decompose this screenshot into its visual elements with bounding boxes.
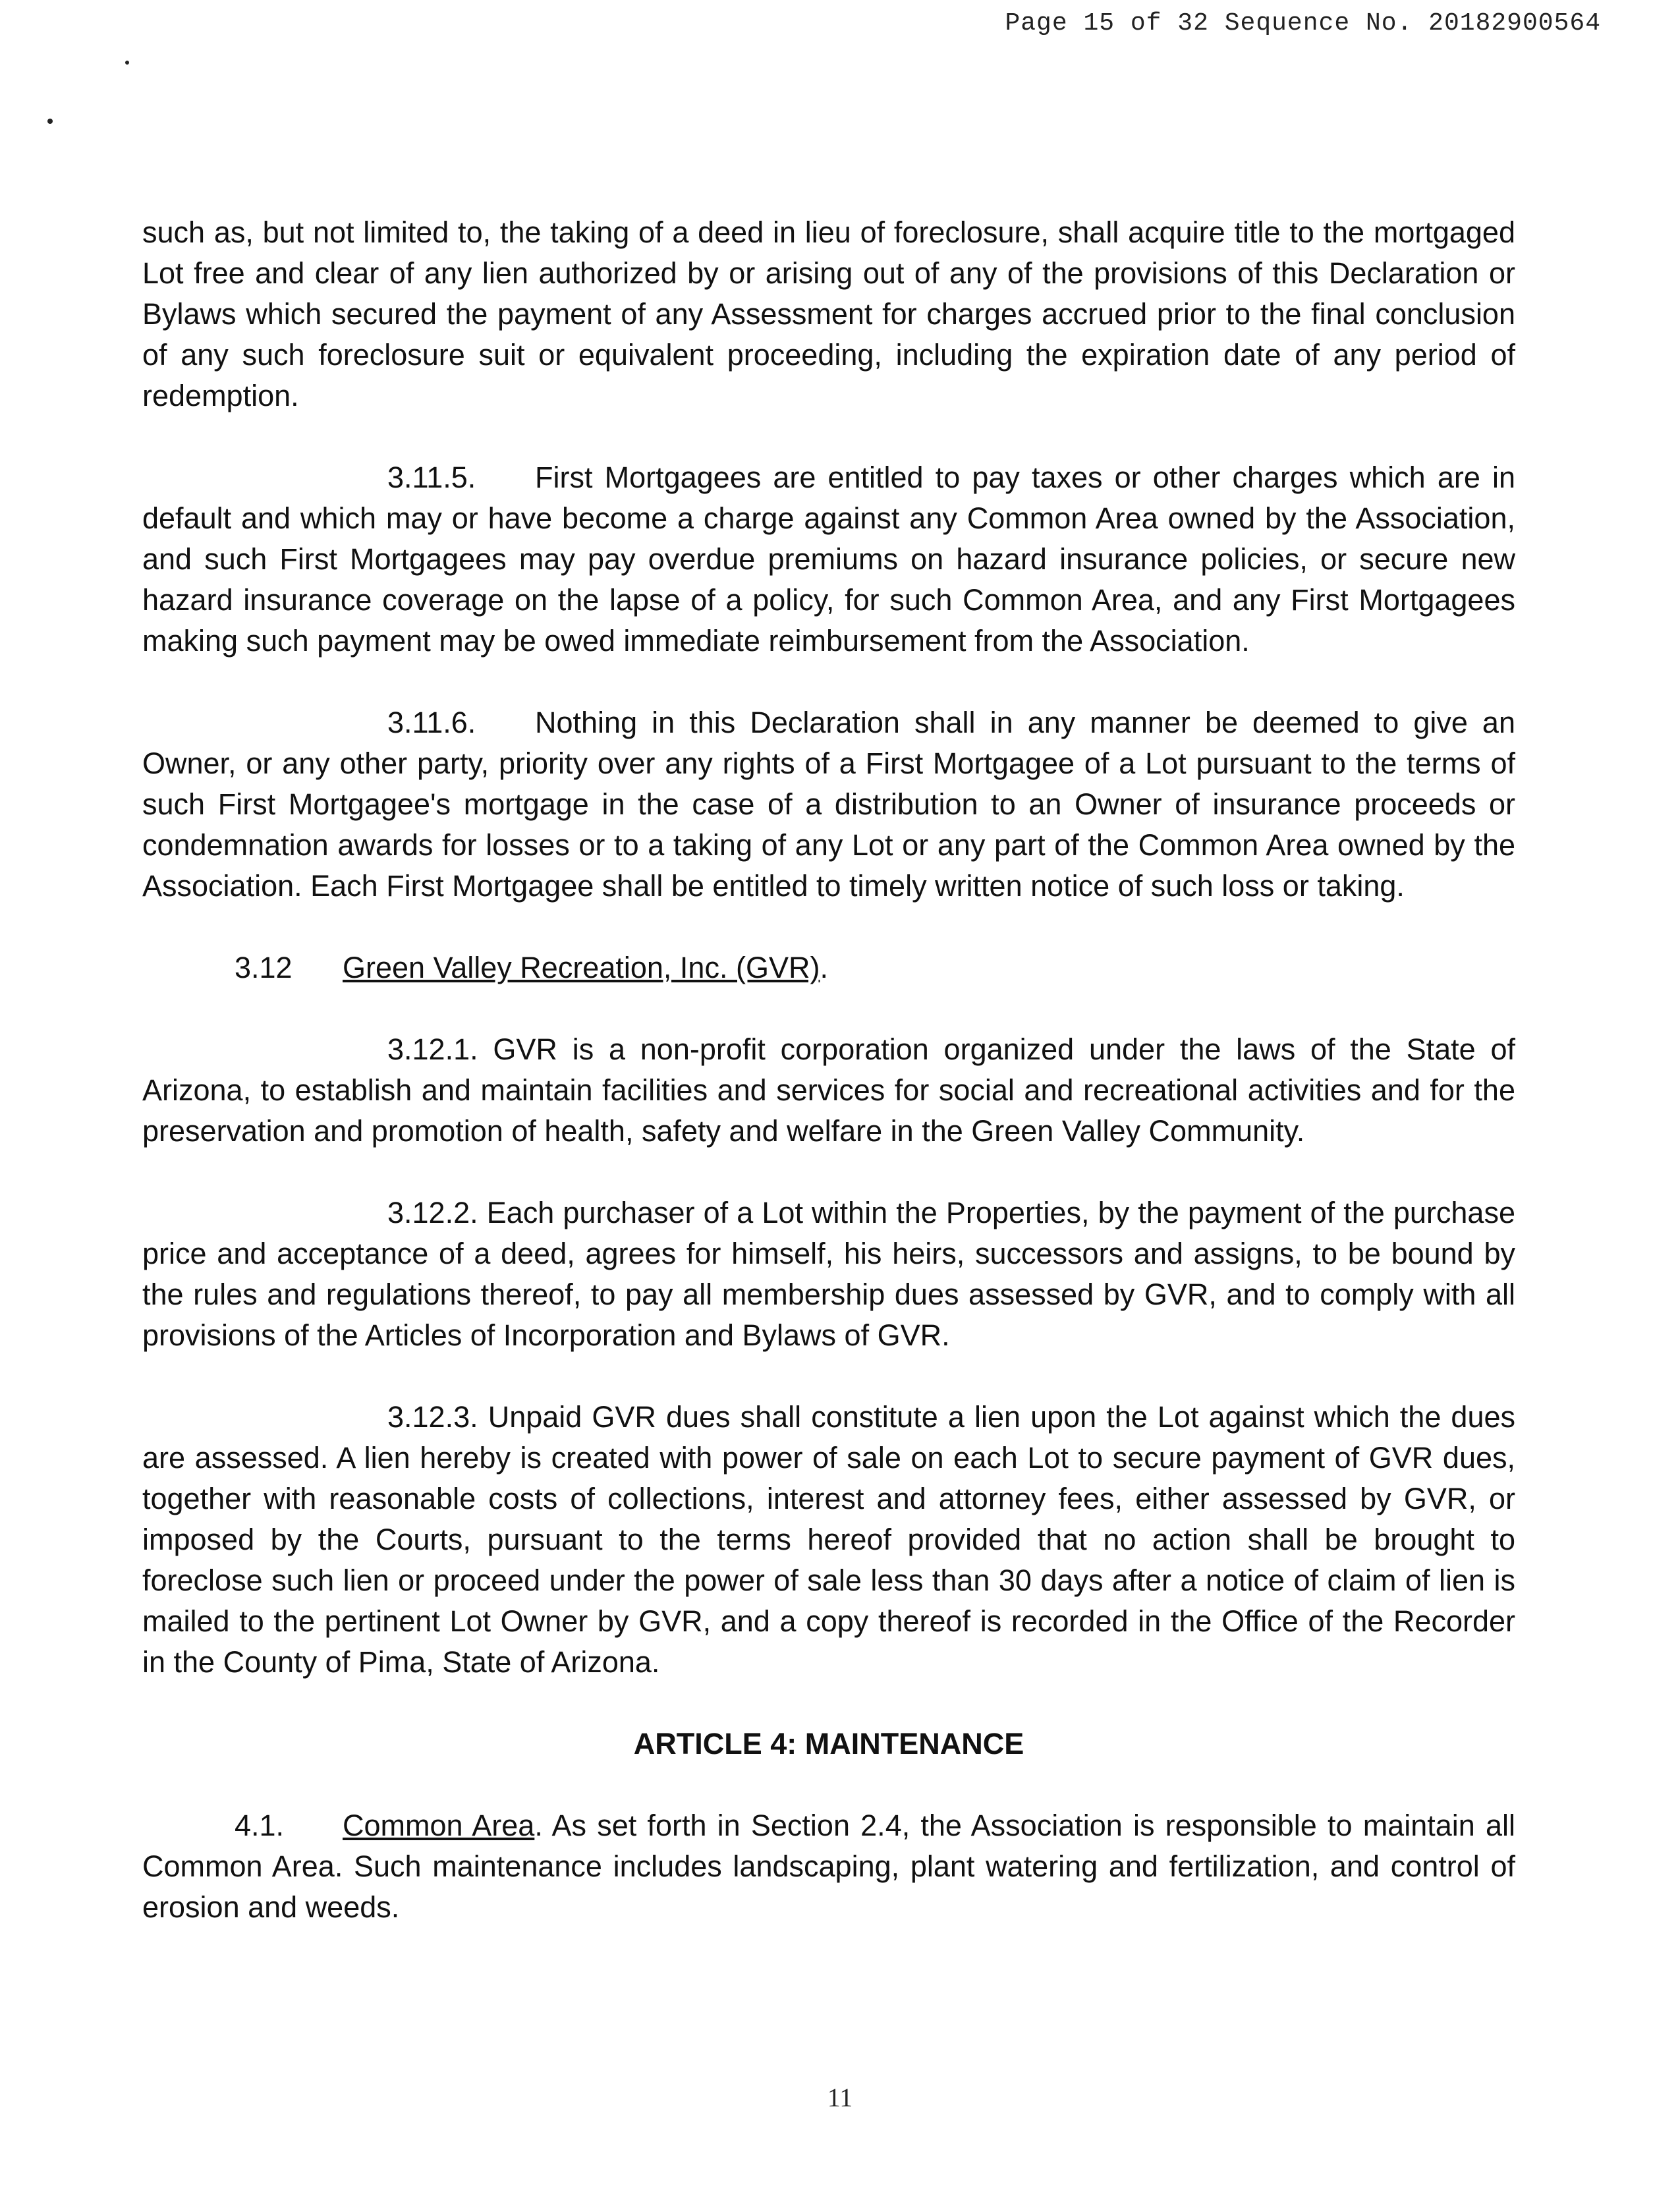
section-number: 3.11.5. <box>387 461 476 494</box>
document-body <box>142 212 1515 1969</box>
scan-speck <box>125 61 129 65</box>
section-text: Nothing in this Declaration shall in any manner be deemed to give an Owner, or any other party, priority over any rights of a First Mortgagee of a Lot pursuant to the terms of such First Mortgagee's mortgage in the case of a distribution to an Owner of insurance proceeds or condemnation awards for losses or to a taking of any Lot or any part of the Common Area owned by the Association. Each First Mortgagee shall be entitled to timely written notice of such loss or taking. <box>142 706 1515 903</box>
paragraph-continuation <box>142 212 1515 416</box>
section-text: GVR is a non-profit corporation organized under the laws of the State of Arizona, to establish and maintain facilities and services for social and recreational activities and for the preservation and promotion of health, safety and welfare in the Green Valley Community. <box>142 1032 1515 1148</box>
section-text: First Mortgagees are entitled to pay taxes or other charges which are in default and which may or have become a charge against any Common Area owned by the Association, and such First Mortgagees may pay overdue premiums on hazard insurance policies, or secure new hazard insurance coverage on the lapse of a policy, for such Common Area, and any First Mortgagees making such payment may be owed immediate reimbursement from the Association. <box>142 461 1515 658</box>
section-number: 3.12.2. <box>387 1196 478 1229</box>
section-number: 3.12.3. <box>387 1400 478 1434</box>
section-text: Unpaid GVR dues shall constitute a lien upon the Lot against which the dues are assessed. A lien hereby is created with power of sale on each Lot to secure payment of GVR dues, together with reasonable costs of collections, interest and attorney fees, either assessed by GVR, or imposed by the Courts, pursuant to the terms hereof provided that no action shall be brought to foreclose such lien or proceed under the power of sale less than 30 days after a notice of claim of lien is mailed to the pertinent Lot Owner by GVR, and a copy thereof is recorded in the Office of the Recorder in the County of Pima, State of Arizona. <box>142 1400 1515 1679</box>
section-title-end: . <box>820 951 828 984</box>
section-number: 3.12.1. <box>387 1032 478 1066</box>
section-3-12-2 <box>142 1193 1515 1356</box>
page-sequence-header: Page 15 of 32 Sequence No. 20182900564 <box>1005 9 1601 38</box>
article-heading: ARTICLE 4: MAINTENANCE <box>633 1727 1024 1760</box>
section-text: Each purchaser of a Lot within the Properties, by the payment of the purchase price and acceptance of a deed, agrees for himself, his heirs, successors and assigns, to be bound by the rules and regulations thereof, to pay all membership dues assessed by GVR, and to comply with all provisions of the Articles of Incorporation and Bylaws of GVR. <box>142 1196 1515 1352</box>
paragraph-text: such as, but not limited to, the taking of a deed in lieu of foreclosure, shall acquire title to the mortgaged Lot free and clear of any lien authorized by or arising out of any of the provisions of this Declaration or Bylaws which secured the payment of any Assessment for charges accrued prior to the final conclusion of any such foreclosure suit or equivalent proceeding, including the expiration date of any period of redemption. <box>142 215 1515 412</box>
page-number: 11 <box>827 2083 853 2112</box>
section-3-11-6 <box>142 702 1515 907</box>
section-number: 3.11.6. <box>387 706 476 739</box>
section-number: 3.12 <box>235 951 293 984</box>
section-3-12-3 <box>142 1397 1515 1683</box>
scan-speck <box>47 119 53 124</box>
section-3-11-5 <box>142 457 1515 662</box>
section-4-1 <box>142 1805 1515 1928</box>
section-number: 4.1. <box>235 1809 285 1842</box>
section-title: Green Valley Recreation, Inc. (GVR) <box>343 951 820 984</box>
section-text: . As set forth in Section 2.4, the Association is responsible to maintain all Common Area. Such maintenance includes landscaping, plant watering and fertilization, and control of erosion and weeds. <box>142 1809 1515 1924</box>
section-title: Common Area <box>343 1809 535 1842</box>
section-3-12-heading <box>142 947 1515 988</box>
section-3-12-1 <box>142 1029 1515 1152</box>
